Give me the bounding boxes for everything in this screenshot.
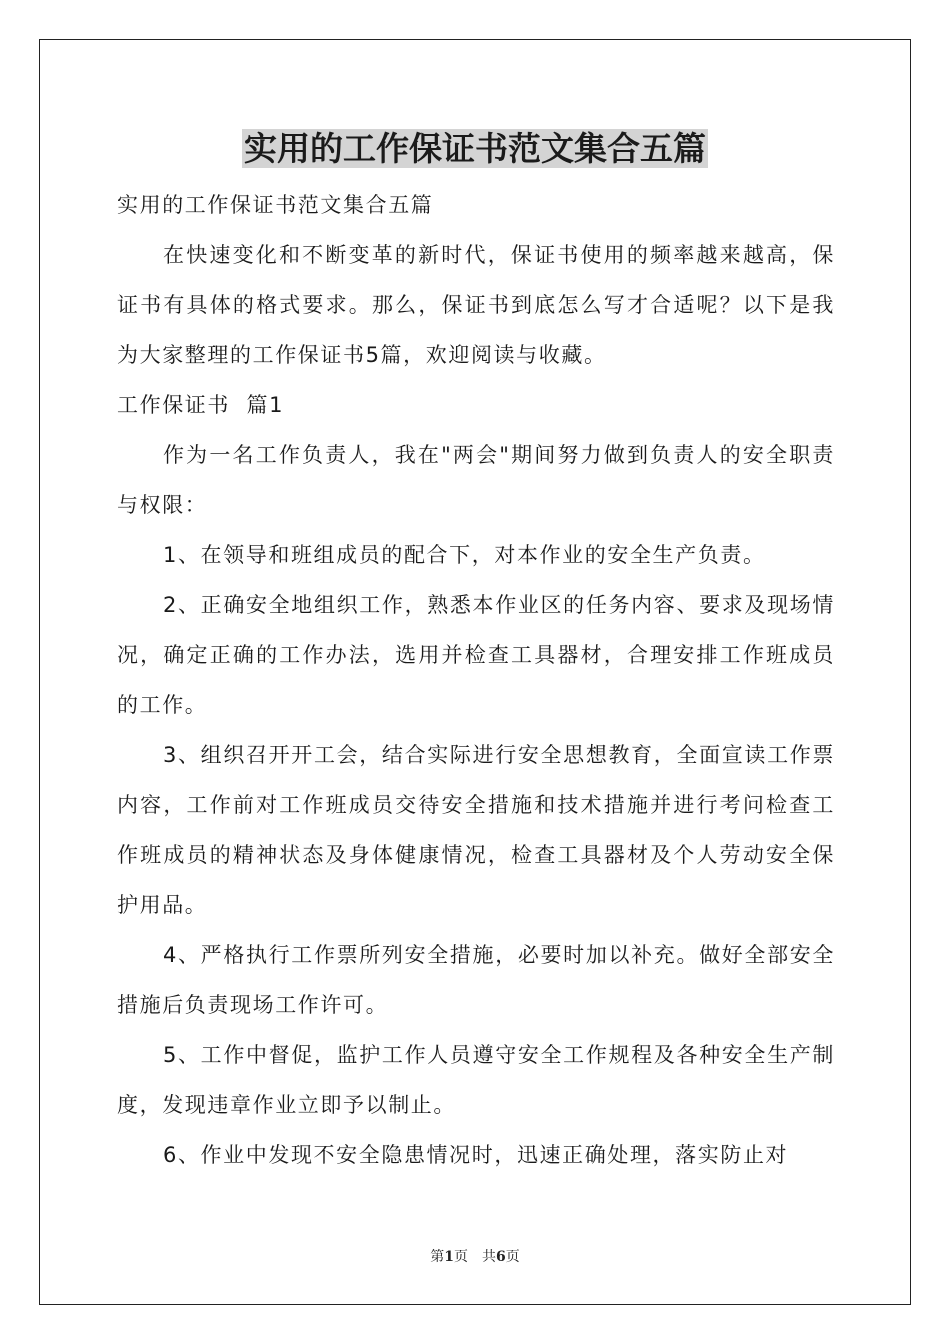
- body-paragraph: 1、在领导和班组成员的配合下，对本作业的安全生产负责。: [163, 543, 766, 567]
- document-title: [0, 124, 950, 174]
- page-footer: [0, 1246, 950, 1266]
- page-total: 6: [496, 1249, 506, 1265]
- body-paragraph: 4、严格执行工作票所列安全措施，必要时加以补充。做好全部安全措施后负责现场工作许可。: [117, 943, 835, 1017]
- intro-paragraph: 在快速变化和不断变革的新时代，保证书使用的频率越来越高，保证书有具体的格式要求。那么，保证书到底怎么写才合适呢？以下是我为大家整理的工作保证书5篇，欢迎阅读与收藏。: [117, 243, 835, 367]
- body-paragraph: 3、组织召开开工会，结合实际进行安全思想教育，全面宣读工作票内容，工作前对工作班成员交待安全措施和技术措施并进行考问检查工作班成员的精神状态及身体健康情况，检查工具器材及个人劳动安全保护用品。: [117, 743, 835, 917]
- body-paragraph: 5、工作中督促，监护工作人员遵守安全工作规程及各种安全生产制度，发现违章作业立即予以制止。: [117, 1043, 835, 1117]
- document-body: [117, 180, 835, 1180]
- document-subtitle: 实用的工作保证书范文集合五篇: [117, 193, 434, 217]
- document-title-text: 实用的工作保证书范文集合五篇: [244, 129, 706, 168]
- total-suffix: 页: [505, 1249, 520, 1265]
- body-paragraph: 2、正确安全地组织工作，熟悉本作业区的任务内容、要求及现场情况，确定正确的工作办法，选用并检查工具器材，合理安排工作班成员的工作。: [117, 593, 835, 717]
- section-heading: 工作保证书 篇1: [117, 393, 285, 417]
- total-prefix: 共: [482, 1249, 496, 1265]
- page-prefix: 第: [430, 1249, 445, 1265]
- body-paragraph: 作为一名工作负责人，我在"两会"期间努力做到负责人的安全职责与权限：: [117, 443, 835, 517]
- page-suffix: 页: [454, 1249, 468, 1265]
- page-current: 1: [444, 1249, 454, 1265]
- body-paragraph: 6、作业中发现不安全隐患情况时，迅速正确处理，落实防止对: [163, 1143, 789, 1167]
